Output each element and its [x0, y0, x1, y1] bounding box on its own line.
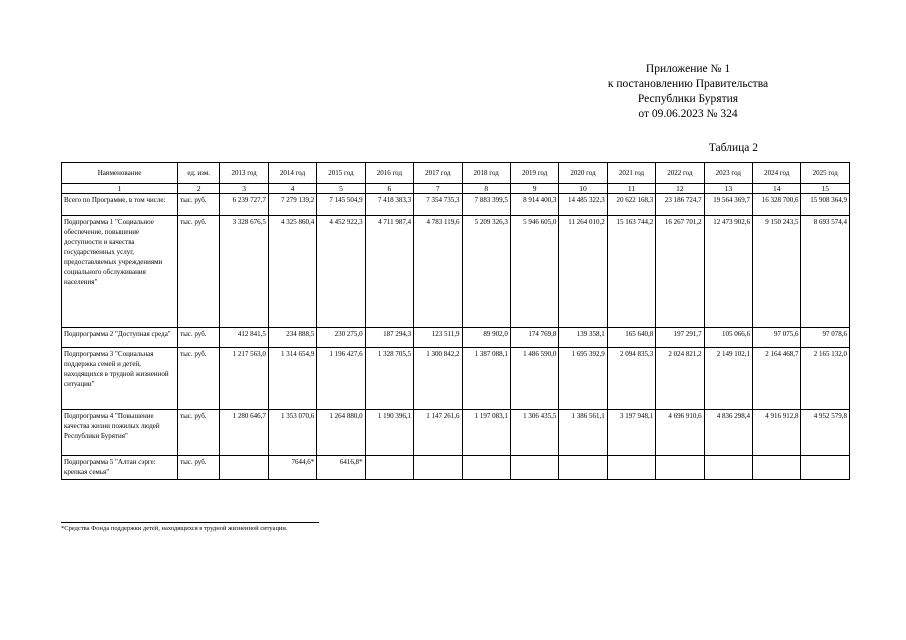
table-cell: 4 916 912,8: [753, 410, 801, 456]
table-cell: 14 485 322,3: [559, 194, 607, 216]
table-cell: 1 264 880,0: [317, 410, 365, 456]
row-name: Всего по Программе, в том числе:: [62, 194, 178, 216]
column-header: 2021 год: [607, 163, 655, 184]
table-cell: 9 150 243,5: [753, 216, 801, 328]
appendix-line-2: к постановлению Правительства: [607, 78, 769, 90]
row-name: Подпрограмма 5 "Алтан сэрге: крепкая семья": [62, 456, 178, 480]
table-cell: 1 306 435,5: [510, 410, 558, 456]
table-cell: 1 197 083,1: [462, 410, 510, 456]
table-cell: 1 280 646,7: [220, 410, 268, 456]
table-cell: 123 511,9: [414, 328, 462, 348]
table-cell: 7 883 399,5: [462, 194, 510, 216]
row-unit: тыс. руб.: [178, 216, 220, 328]
table-cell: 97 075,6: [753, 328, 801, 348]
column-number: 3: [220, 184, 268, 194]
table-cell: 139 358,1: [559, 328, 607, 348]
table-cell: 4 696 910,6: [656, 410, 704, 456]
table-cell: 97 078,6: [801, 328, 850, 348]
table-cell: 4 325 860,4: [268, 216, 316, 328]
table-row: [62, 194, 850, 216]
table-cell: 5 209 326,3: [462, 216, 510, 328]
column-number-row: [62, 184, 850, 194]
table-cell: [462, 456, 510, 480]
table-cell: 12 473 902,6: [704, 216, 752, 328]
row-name: Подпрограмма 4 "Повышение качества жизни пожилых людей Республики Бурятия": [62, 410, 178, 456]
table-cell: 1 190 396,1: [365, 410, 413, 456]
table-cell: 187 294,3: [365, 328, 413, 348]
table-row: [62, 410, 850, 456]
table-cell: 1 314 654,9: [268, 348, 316, 410]
table-cell: 19 564 369,7: [704, 194, 752, 216]
table-cell: 8 914 400,3: [510, 194, 558, 216]
table-cell: 234 888,5: [268, 328, 316, 348]
table-cell: 8 693 574,4: [801, 216, 850, 328]
column-header: 2015 год: [317, 163, 365, 184]
table-title: Таблица 2: [708, 142, 758, 154]
table-cell: 6 239 727,7: [220, 194, 268, 216]
table-cell: [607, 456, 655, 480]
table-cell: [220, 456, 268, 480]
table-cell: 7 279 139,2: [268, 194, 316, 216]
column-header: Наименование: [62, 163, 178, 184]
appendix-line-4: от 09.06.2023 № 324: [638, 108, 738, 120]
column-number: 12: [656, 184, 704, 194]
column-number: 4: [268, 184, 316, 194]
column-number: 11: [607, 184, 655, 194]
footnote-divider: [61, 522, 319, 523]
column-header: 2014 год: [268, 163, 316, 184]
table-cell: 4 836 298,4: [704, 410, 752, 456]
table-cell: 412 841,5: [220, 328, 268, 348]
funding-table: [61, 162, 850, 480]
table-cell: 1 353 070,6: [268, 410, 316, 456]
table-cell: 1 486 590,0: [510, 348, 558, 410]
appendix-line-3: Республики Бурятия: [637, 93, 739, 105]
table-row: [62, 328, 850, 348]
table-cell: [656, 456, 704, 480]
appendix-line-1: Приложение № 1: [645, 63, 731, 75]
table-cell: 3 197 948,1: [607, 410, 655, 456]
table-cell: 1 147 261,6: [414, 410, 462, 456]
table-cell: 15 163 744,2: [607, 216, 655, 328]
table-cell: 89 902,0: [462, 328, 510, 348]
table-cell: 6416,8*: [317, 456, 365, 480]
table-cell: [365, 456, 413, 480]
table-cell: 1 300 842,2: [414, 348, 462, 410]
column-number: 14: [753, 184, 801, 194]
table-cell: [753, 456, 801, 480]
row-unit: тыс. руб.: [178, 348, 220, 410]
footnote: *Средства Фонда поддержки детей, находящихся в трудной жизненной ситуации.: [61, 525, 288, 532]
table-cell: 23 186 724,7: [656, 194, 704, 216]
table-cell: 7 354 735,3: [414, 194, 462, 216]
column-header: 2024 год: [753, 163, 801, 184]
table-cell: 105 066,6: [704, 328, 752, 348]
table-cell: [801, 456, 850, 480]
table-row: [62, 348, 850, 410]
table-cell: 16 328 700,6: [753, 194, 801, 216]
column-number: 10: [559, 184, 607, 194]
column-header: 2017 год: [414, 163, 462, 184]
table-cell: 1 217 563,0: [220, 348, 268, 410]
table-cell: 1 695 392,9: [559, 348, 607, 410]
column-number: 5: [317, 184, 365, 194]
column-number: 1: [62, 184, 178, 194]
table-cell: 2 165 132,0: [801, 348, 850, 410]
row-name: Подпрограмма 1 "Социальное обеспечение, повышение доступности и качества государственных услуг, предоставляемых учреждениями социального обслуживания населения": [62, 216, 178, 328]
row-unit: тыс. руб.: [178, 328, 220, 348]
table-cell: 4 711 987,4: [365, 216, 413, 328]
column-header: 2013 год: [220, 163, 268, 184]
column-number: 9: [510, 184, 558, 194]
row-unit: тыс. руб.: [178, 194, 220, 216]
table-cell: [414, 456, 462, 480]
column-header: 2019 год: [510, 163, 558, 184]
row-name: Подпрограмма 2 "Доступная среда": [62, 328, 178, 348]
table-cell: 2 094 835,3: [607, 348, 655, 410]
table-cell: 1 196 427,6: [317, 348, 365, 410]
table-cell: 197 291,7: [656, 328, 704, 348]
column-number: 8: [462, 184, 510, 194]
table-cell: 3 328 676,5: [220, 216, 268, 328]
column-header: 2018 год: [462, 163, 510, 184]
column-header: 2016 год: [365, 163, 413, 184]
appendix-header: [558, 62, 818, 122]
table-cell: 7644,6*: [268, 456, 316, 480]
table-cell: 1 328 705,5: [365, 348, 413, 410]
table-cell: 165 640,8: [607, 328, 655, 348]
table-cell: 1 387 088,1: [462, 348, 510, 410]
column-number: 6: [365, 184, 413, 194]
table-cell: 1 386 561,1: [559, 410, 607, 456]
table-cell: 4 783 119,6: [414, 216, 462, 328]
column-number: 2: [178, 184, 220, 194]
table-cell: 5 946 605,0: [510, 216, 558, 328]
column-header: 2020 год: [559, 163, 607, 184]
table-cell: 20 622 168,3: [607, 194, 655, 216]
table-cell: 11 264 010,2: [559, 216, 607, 328]
table-cell: 16 267 701,2: [656, 216, 704, 328]
table-cell: 230 275,0: [317, 328, 365, 348]
table-cell: 4 952 579,8: [801, 410, 850, 456]
table-cell: 7 145 504,9: [317, 194, 365, 216]
column-header: ед. изм.: [178, 163, 220, 184]
table-cell: 7 418 383,3: [365, 194, 413, 216]
row-name: Подпрограмма 3 "Социальная поддержка семей и детей, находящихся в трудной жизненной ситуации": [62, 348, 178, 410]
row-unit: тыс. руб.: [178, 456, 220, 480]
column-header: 2022 год: [656, 163, 704, 184]
table-row: [62, 456, 850, 480]
header-row: [62, 163, 850, 184]
table-row: [62, 216, 850, 328]
table-cell: [704, 456, 752, 480]
row-unit: тыс. руб.: [178, 410, 220, 456]
table-cell: 15 908 364,9: [801, 194, 850, 216]
table-cell: [510, 456, 558, 480]
table-cell: 4 452 922,3: [317, 216, 365, 328]
table-cell: 174 769,8: [510, 328, 558, 348]
column-header: 2025 год: [801, 163, 850, 184]
column-header: 2023 год: [704, 163, 752, 184]
table-cell: [559, 456, 607, 480]
table-cell: 2 164 468,7: [753, 348, 801, 410]
column-number: 7: [414, 184, 462, 194]
table-cell: 2 024 821,2: [656, 348, 704, 410]
table-cell: 2 149 102,1: [704, 348, 752, 410]
column-number: 15: [801, 184, 850, 194]
column-number: 13: [704, 184, 752, 194]
